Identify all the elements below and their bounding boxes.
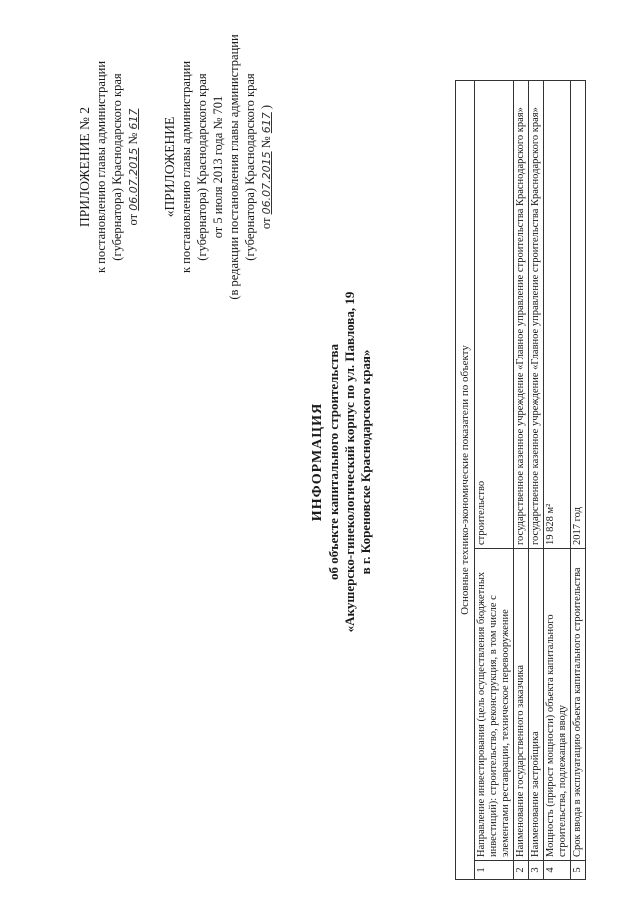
- annex-date-line: от 06.07.2015 № 617: [126, 108, 140, 226]
- table-row: [529, 81, 544, 880]
- indicators-table: [455, 80, 586, 880]
- annex-line: от 5 июля 2013 года № 701: [211, 95, 225, 239]
- row-label: Мощность (прирост мощности) объекта капитального строительства, подлежащая вводу: [544, 549, 571, 861]
- row-label: Наименование застройщика: [529, 549, 544, 861]
- row-number: 2: [514, 861, 529, 880]
- annex-block: [77, 32, 275, 302]
- table-row: [571, 81, 586, 880]
- annex-line: к постановлению главы администрации: [179, 60, 193, 274]
- title-heading: ИНФОРМАЦИЯ: [310, 402, 325, 522]
- rotated-page: [45, 22, 585, 882]
- annex-line: (губернатора) Краснодарского края: [110, 73, 124, 261]
- table-row: [475, 81, 514, 880]
- annex-line: (губернатора) Краснодарского края: [195, 73, 209, 261]
- row-value: строительство: [475, 81, 514, 549]
- row-number: 5: [571, 861, 586, 880]
- row-number: 4: [544, 861, 571, 880]
- title-line: об объекте капитального строительства: [326, 344, 341, 580]
- annex-line: (губернатора) Краснодарского края: [243, 73, 257, 261]
- row-value: государственное казенное учреждение «Главное управление строительства Краснодарского края»: [529, 81, 544, 549]
- annex-title-2: «ПРИЛОЖЕНИЕ: [162, 116, 177, 218]
- handwritten-number: 617: [260, 112, 273, 134]
- title-line: «Акушерско-гинекологический корпус по ул. Павлова, 19: [342, 291, 357, 633]
- handwritten-date: 06.07.2015: [127, 147, 140, 211]
- row-label: Направление инвестирования (цель осуществления бюджетных инвестиций): строительство, реконструкция, в том числе с элементами реставрации, техническое перевооружение: [475, 549, 514, 861]
- table-row: [544, 81, 571, 880]
- annex-title: ПРИЛОЖЕНИЕ № 2: [77, 106, 92, 228]
- document-title: [310, 242, 374, 682]
- row-value: 2017 год: [571, 81, 586, 549]
- table-header-row: [456, 81, 475, 880]
- row-value: 19 828 м²: [544, 81, 571, 549]
- handwritten-date: 06.07.2015: [260, 151, 273, 215]
- row-value: государственное казенное учреждение «Главное управление строительства Краснодарского края»: [514, 81, 529, 549]
- row-number: 1: [475, 861, 514, 880]
- title-line: в г. Кореновске Краснодарского края»: [358, 349, 373, 575]
- annex-line: (в редакции постановления главы администрации: [227, 34, 241, 300]
- row-label: Наименование государственного заказчика: [514, 549, 529, 861]
- row-number: 3: [529, 861, 544, 880]
- table-row: [514, 81, 529, 880]
- annex-date-line-2: от 06.07.2015 № 617 ): [259, 104, 273, 230]
- row-label: Срок ввода в эксплуатацию объекта капитального строительства: [571, 549, 586, 861]
- annex-line: к постановлению главы администрации: [94, 60, 108, 274]
- table-header: Основные технико-экономические показатели по объекту: [456, 81, 475, 880]
- handwritten-number: 617: [127, 108, 140, 130]
